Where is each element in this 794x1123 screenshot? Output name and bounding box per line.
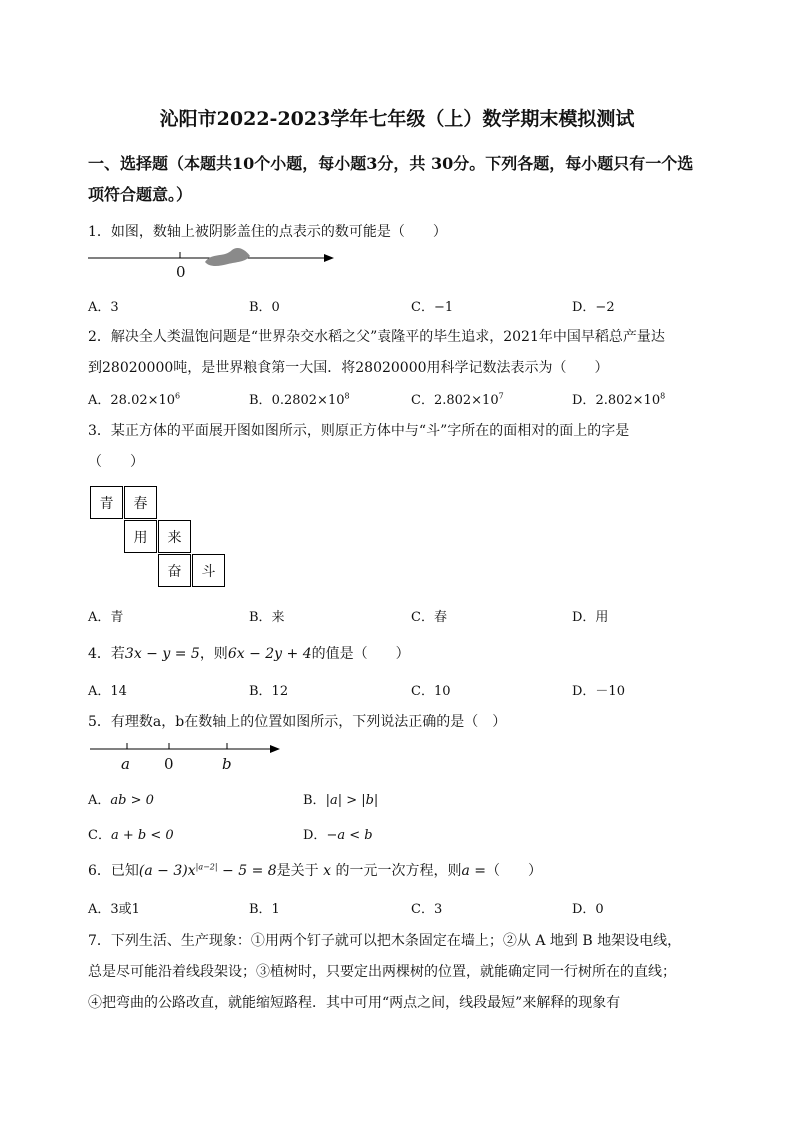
section-heading-line2: 项符合题意。）	[88, 185, 193, 204]
q3-option-c: C．春	[411, 610, 447, 625]
q2-option-d: D．$2.802\times 10^8$	[572, 391, 666, 408]
q5-label-a: a	[121, 755, 130, 773]
net-cell: 春	[124, 486, 157, 519]
q7-line1: 7．下列生活、生产现象：①用两个钉子就可以把木条固定在墙上；②从 A 地到 B 地架设电线，	[88, 933, 682, 949]
q3-line1: 3．某正方体的平面展开图如图所示，则原正方体中与“斗”字所在的面相对的面上的字是	[88, 423, 630, 439]
net-cell: 奋	[158, 554, 191, 587]
q1-option-b: B．0	[249, 300, 280, 315]
q3-line2: （ ）	[88, 454, 144, 470]
q4-option-c: C．10	[411, 684, 451, 699]
q1-option-d: D．−2	[572, 300, 615, 315]
q2-line1: 2．解决全人类温饱问题是“世界杂交水稻之父”袁隆平的毕生追求，2021年中国早稻总产量达	[88, 329, 665, 345]
q6-option-b: B．1	[249, 902, 280, 917]
q4-option-a: A．14	[88, 684, 127, 699]
q3-option-d: D．用	[572, 610, 609, 625]
q5-label-b: b	[222, 755, 232, 773]
net-cell: 青	[90, 486, 123, 519]
q1-stem: 1．如图，数轴上被阴影盖住的点表示的数可能是（ ）	[88, 224, 447, 240]
q3-option-b: B．来	[249, 610, 285, 625]
q3-option-a: A．青	[88, 610, 124, 625]
q1-option-a: A．3	[88, 300, 119, 315]
q1-option-c: C．−1	[411, 300, 454, 315]
section-heading-line1: 一、选择题（本题共10个小题，每小题3分，共 30分。下列各题，每小题只有一个选	[88, 154, 694, 173]
q4-stem: 4．若3x − y = 5，则6x − 2y + 4的值是（ ）	[88, 646, 410, 662]
net-cell: 用	[124, 520, 157, 553]
net-cell: 斗	[192, 554, 225, 587]
q2-option-a: A．$28.02\times 10^6$	[88, 391, 181, 408]
q1-zero-label: 0	[176, 263, 186, 281]
q5-option-c: C．a + b < 0	[88, 828, 174, 843]
q2-line2: 到28020000吨，是世界粮食第一大国．将28020000用科学记数法表示为（ ）	[88, 360, 609, 376]
q6-option-c: C．3	[411, 902, 443, 917]
q5-option-a: A．ab > 0	[88, 793, 154, 808]
q5-option-d: D．−a < b	[303, 828, 373, 843]
net-cell: 来	[158, 520, 191, 553]
q2-option-b: B．$0.2802\times 10^8$	[249, 391, 350, 408]
q2-option-c: C．$2.802\times 10^7$	[411, 391, 504, 408]
q5-option-b: B．|a| > |b|	[303, 793, 379, 808]
q7-line3: ④把弯曲的公路改直，就能缩短路程．其中可用“两点之间，线段最短”来解释的现象有	[88, 995, 621, 1011]
q6-option-a: A．3或1	[88, 902, 140, 917]
page-title: 沁阳市2022-2023学年七年级（上）数学期末模拟测试	[159, 108, 635, 130]
q4-option-b: B．12	[249, 684, 289, 699]
q5-stem: 5．有理数a，b在数轴上的位置如图所示，下列说法正确的是（ ）	[88, 714, 507, 730]
q6-option-d: D．0	[572, 902, 604, 917]
q4-option-d: D．－10	[572, 684, 625, 699]
q7-line2: 总是尽可能沿着线段架设；③植树时，只要定出两棵树的位置，就能确定同一行树所在的直线；	[88, 964, 676, 980]
q6-stem: 6．已知$(a - 3)x^{|a-2|} - 5 = 8$是关于 x 的一元一次方程，则a =（ ）	[88, 862, 543, 879]
q5-label-zero: 0	[164, 755, 174, 773]
